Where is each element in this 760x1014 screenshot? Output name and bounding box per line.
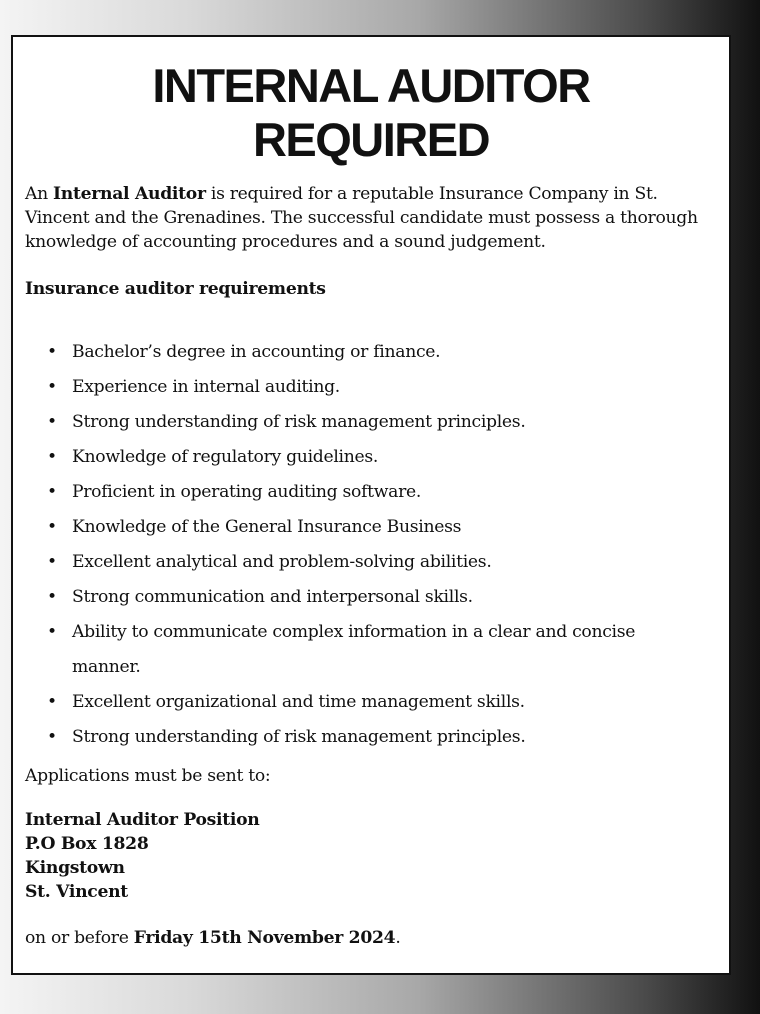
list-item (47, 510, 717, 545)
requirement-text: Ability to communicate complex information in a clear and concise manner. (72, 622, 636, 677)
bullet-icon: • (47, 412, 57, 432)
requirements-heading: Insurance auditor requirements (25, 279, 326, 299)
ad-title (25, 59, 717, 167)
bullet-icon: • (47, 692, 57, 712)
requirement-text: Strong understanding of risk management principles. (72, 412, 526, 432)
list-item (47, 335, 717, 370)
bullet-icon: • (47, 517, 57, 537)
deadline-prefix: on or before (25, 928, 134, 948)
list-item (47, 720, 717, 755)
deadline-date: Friday 15th November 2024 (133, 928, 396, 948)
list-item (47, 475, 717, 510)
bullet-icon: • (47, 622, 57, 642)
requirement-text: Excellent organizational and time management skills. (72, 692, 525, 712)
requirement-text: Strong communication and interpersonal skills. (72, 587, 473, 607)
bullet-icon: • (47, 377, 57, 397)
requirement-text: Proficient in operating auditing software. (72, 482, 422, 502)
requirement-text: Knowledge of regulatory guidelines. (72, 447, 379, 467)
list-item (47, 545, 717, 580)
list-item (47, 615, 672, 685)
bullet-icon: • (47, 587, 57, 607)
requirements-list (25, 335, 717, 755)
bullet-icon: • (47, 727, 57, 747)
deadline-suffix: . (395, 928, 401, 948)
bullet-icon: • (47, 342, 57, 362)
title-line-1: INTERNAL AUDITOR (152, 59, 590, 112)
list-item (47, 370, 717, 405)
address-line-1: Internal Auditor Position (25, 810, 260, 830)
intro-rest: is required for a reputable Insurance Company in St. Vincent and the Grenadines. The successful candidate must possess a thorough knowledge of accounting procedures and a sound judgement. (25, 184, 698, 252)
list-item (47, 685, 717, 720)
address-line-3: Kingstown (25, 858, 125, 878)
intro-paragraph (25, 182, 717, 254)
applications-label: Applications must be sent to: (25, 766, 271, 786)
mailing-address (25, 808, 717, 904)
bullet-icon: • (47, 447, 57, 467)
bullet-icon: • (47, 552, 57, 572)
address-line-4: St. Vincent (25, 882, 128, 902)
list-item (47, 405, 717, 440)
job-advertisement (11, 35, 731, 975)
bullet-icon: • (47, 482, 57, 502)
requirement-text: Knowledge of the General Insurance Business (72, 517, 462, 537)
requirement-text: Bachelor’s degree in accounting or finance. (72, 342, 441, 362)
deadline-line (25, 926, 717, 950)
title-line-2: REQUIRED (252, 113, 490, 166)
list-item (47, 440, 717, 475)
list-item (47, 580, 717, 615)
intro-prefix: An (25, 184, 54, 204)
requirement-text: Excellent analytical and problem-solving abilities. (72, 552, 492, 572)
intro-emphasis: Internal Auditor (53, 184, 206, 204)
address-line-2: P.O Box 1828 (25, 834, 149, 854)
requirement-text: Strong understanding of risk management principles. (72, 727, 526, 747)
requirement-text: Experience in internal auditing. (72, 377, 340, 397)
